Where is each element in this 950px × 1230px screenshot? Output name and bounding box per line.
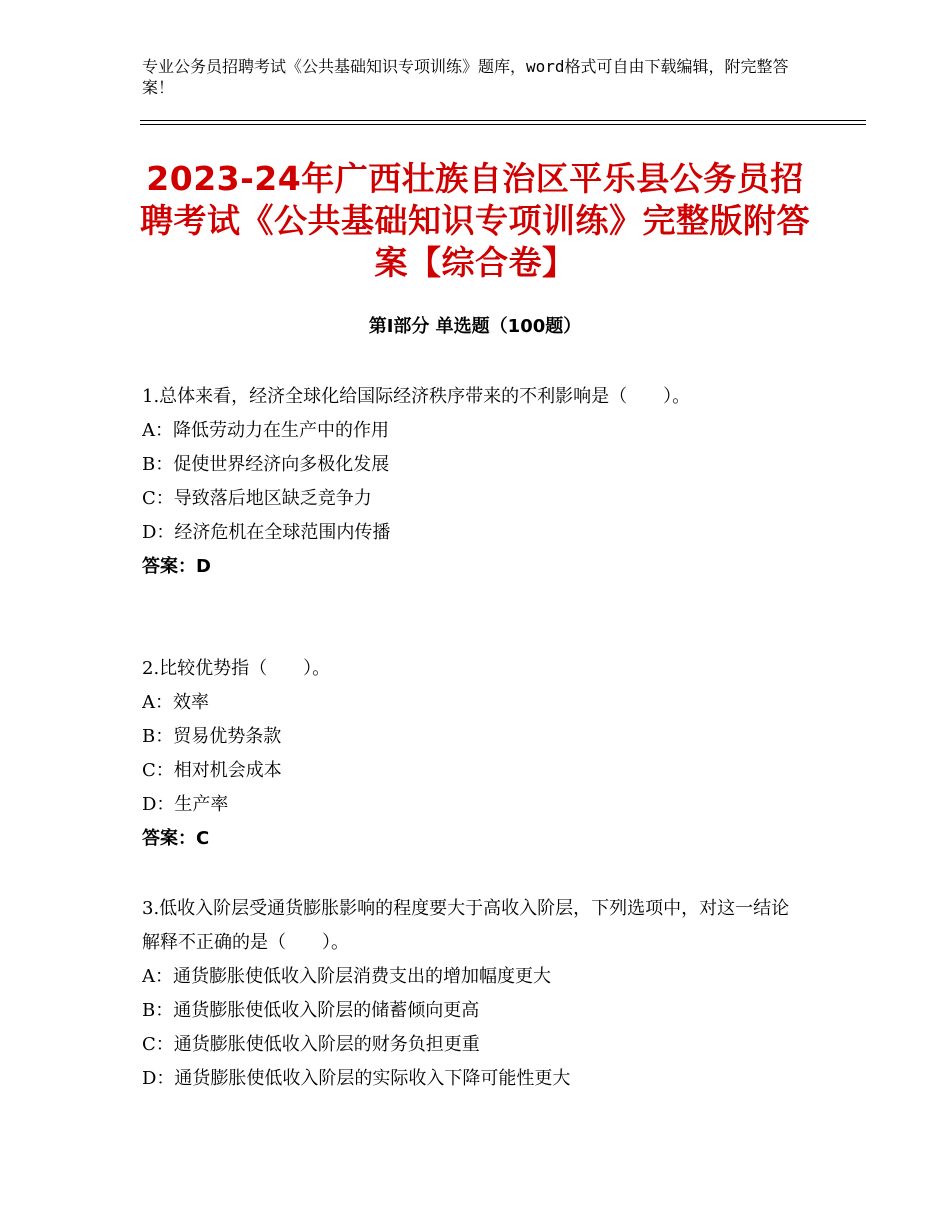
option-d: D：生产率 (142, 794, 229, 815)
option-b: B：促使世界经济向多极化发展 (142, 454, 390, 475)
question-3 (142, 892, 802, 1096)
option-d: D：经济危机在全球范围内传播 (142, 522, 391, 543)
option-d: D：通货膨胀使低收入阶层的实际收入下降可能性更大 (142, 1068, 571, 1089)
option-b: B：通货膨胀使低收入阶层的储蓄倾向更高 (142, 1000, 480, 1021)
header-divider (140, 120, 866, 125)
option-c: C：相对机会成本 (142, 760, 282, 781)
section-heading: 第Ⅰ部分 单选题（100题） (368, 316, 582, 337)
document-title: 2023-24年广西壮族自治区平乐县公务员招聘考试《公共基础知识专项训练》完整版附答案【综合卷】 (140, 159, 810, 282)
option-a: A：效率 (142, 692, 209, 713)
question-2 (142, 652, 802, 856)
answer-line: 答案：C (142, 828, 210, 849)
option-c: C：通货膨胀使低收入阶层的财务负担更重 (142, 1034, 480, 1055)
question-stem: 2.比较优势指（ ）。 (142, 658, 331, 679)
question-stem: 3.低收入阶层受通货膨胀影响的程度要大于高收入阶层，下列选项中，对这一结论解释不正确的是（ ）。 (142, 898, 790, 953)
option-a: A：降低劳动力在生产中的作用 (142, 420, 389, 441)
page-header-note: 专业公务员招聘考试《公共基础知识专项训练》题库，word格式可自由下载编辑，附完整答案！ (142, 57, 789, 97)
option-c: C：导致落后地区缺乏竞争力 (142, 488, 372, 509)
option-b: B：贸易优势条款 (142, 726, 282, 747)
answer-line: 答案：D (142, 556, 211, 577)
question-1 (142, 380, 802, 584)
option-a: A：通货膨胀使低收入阶层消费支出的增加幅度更大 (142, 966, 551, 987)
question-stem: 1.总体来看，经济全球化给国际经济秩序带来的不利影响是（ ）。 (142, 386, 691, 407)
